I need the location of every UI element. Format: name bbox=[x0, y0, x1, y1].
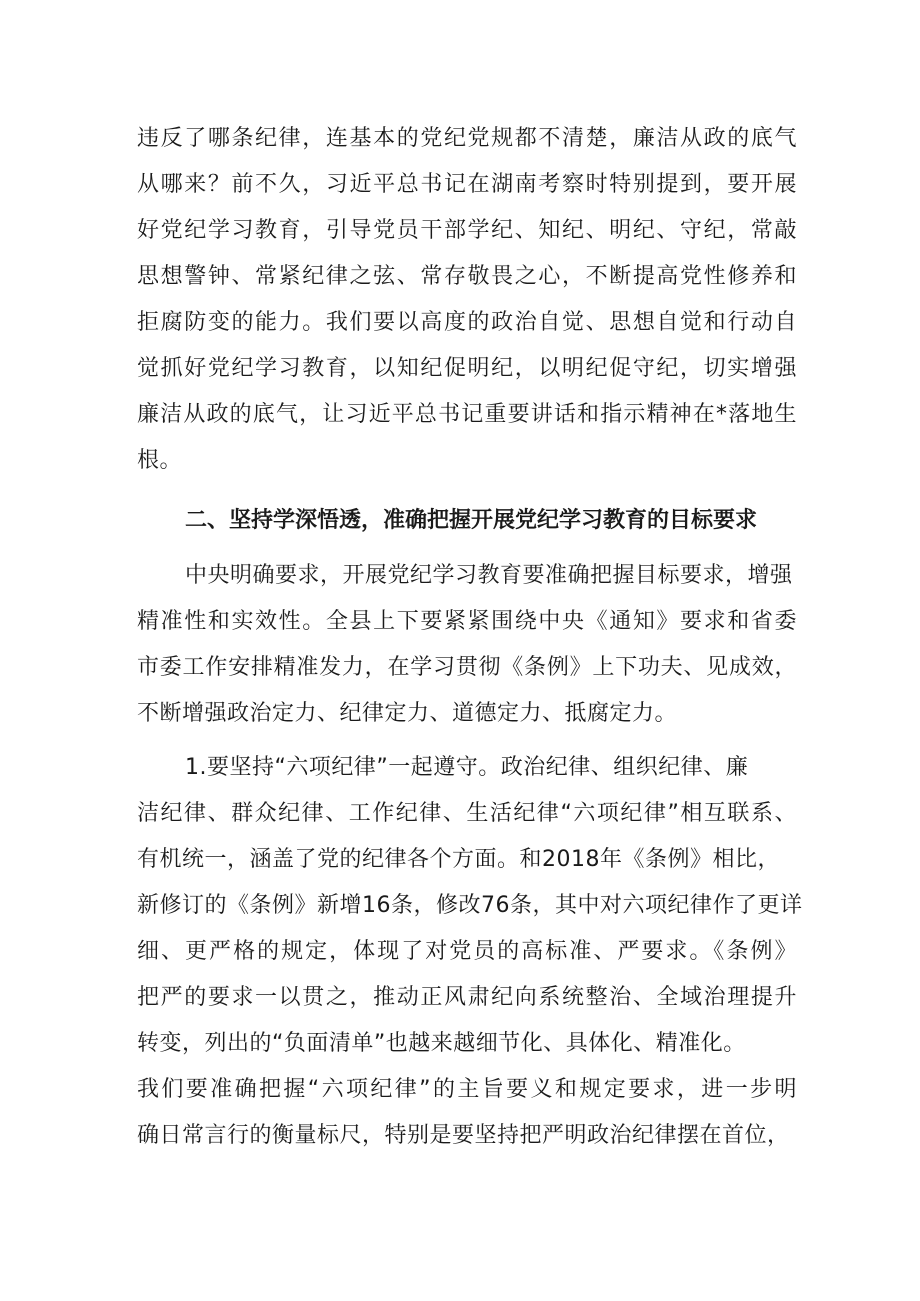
paragraph-3-line-1: 1.要坚持“六项纪律”一起遵守。政治纪律、组织纪律、廉 bbox=[185, 755, 749, 780]
paragraph-1-line-5: 拒腐防变的能力。我们要以高度的政治自觉、思想自觉和行动自 bbox=[137, 310, 797, 335]
paragraph-3-line-2: 洁纪律、群众纪律、工作纪律、生活纪律“六项纪律”相互联系、 bbox=[137, 801, 797, 826]
paragraph-1-line-3: 好党纪学习教育，引导党员干部学纪、知纪、明纪、守纪，常敲 bbox=[137, 218, 797, 243]
paragraph-3-line-9: 确日常言行的衡量标尺，特别是要坚持把严明政治纪律摆在首位， bbox=[137, 1123, 790, 1148]
paragraph-1-line-8: 根。 bbox=[137, 448, 183, 473]
paragraph-1-line-2: 从哪来？前不久，习近平总书记在湖南考察时特别提到，要开展 bbox=[137, 172, 797, 197]
paragraph-3-line-5: 细、更严格的规定，体现了对党员的高标准、严要求。《条例》 bbox=[137, 939, 797, 964]
paragraph-2-line-3: 市委工作安排精准发力，在学习贯彻《条例》上下功夫、见成效， bbox=[137, 655, 797, 680]
paragraph-2-line-4: 不断增强政治定力、纪律定力、道德定力、抵腐定力。 bbox=[137, 701, 678, 726]
paragraph-1-line-7: 廉洁从政的底气，让习近平总书记重要讲话和指示精神在*落地生 bbox=[137, 402, 797, 427]
paragraph-3-line-6: 把严的要求一以贯之，推动正风肃纪向系统整治、全域治理提升 bbox=[137, 985, 797, 1010]
paragraph-2-line-2: 精准性和实效性。全县上下要紧紧围绕中央《通知》要求和省委 bbox=[137, 609, 797, 634]
paragraph-1-line-4: 思想警钟、常紧纪律之弦、常存敬畏之心，不断提高党性修养和 bbox=[137, 264, 797, 289]
paragraph-1-line-1: 违反了哪条纪律，连基本的党纪党规都不清楚，廉洁从政的底气 bbox=[137, 126, 797, 151]
section-heading: 二、坚持学深悟透，准确把握开展党纪学习教育的目标要求 bbox=[185, 508, 758, 533]
paragraph-3-line-3: 有机统一，涵盖了党的纪律各个方面。和2018年《条例》相比， bbox=[137, 847, 780, 872]
paragraph-3-line-8: 我们要准确把握“六项纪律”的主旨要义和规定要求，进一步明 bbox=[137, 1077, 797, 1102]
paragraph-2-line-1: 中央明确要求，开展党纪学习教育要准确把握目标要求，增强 bbox=[185, 563, 793, 588]
paragraph-3-line-4: 新修订的《条例》新增16条，修改76条，其中对六项纪律作了更详 bbox=[137, 893, 803, 918]
paragraph-3-line-7: 转变，列出的“负面清单”也越来越细节化、具体化、精准化。 bbox=[137, 1031, 746, 1056]
paragraph-1-line-6: 觉抓好党纪学习教育，以知纪促明纪，以明纪促守纪，切实增强 bbox=[137, 356, 797, 381]
